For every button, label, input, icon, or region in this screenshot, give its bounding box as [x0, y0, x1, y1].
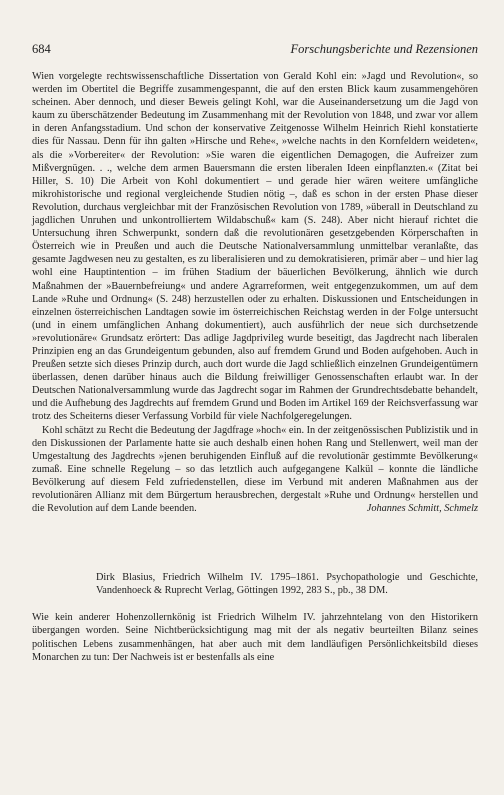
- review-paragraph-2: Kohl schätzt zu Recht die Bedeutung der Jagdfrage »hoch« ein. In der zeitgenössischen Publizistik und in den Diskussionen der Parlamente hatte sie auch deshalb einen hohen Rang und Stellenwert, weil man der Umgestaltung des Jagdrechts »jenen beruhigenden Einfluß auf die revolutionär gestimmte Bevölkerung« zumaß. Eine schnelle Regelung – so das letztlich auch aufgegangene Kalkül – konnte die ländliche Bevölkerung auf diesem Feld zufriedenstellen, diese im Verbund mit anderen Maßnahmen aus der revolutionären Allianz mit dem Bürgertum herausbrechen, dergestalt »Ruhe und Ordnung« herstellen und die Revolution auf dem Lande beenden.: [32, 424, 478, 515]
- running-header: [32, 42, 478, 56]
- review-paragraph-1: Wien vorgelegte rechtswissenschaftliche Dissertation von Gerald Kohl ein: »Jagd und Revolution«, so werden im Obertitel die Begriffe zusammengespannt, die auf den ersten Blick kaum zusammengehören scheinen. Aber dennoch, und dieser Beweis gelingt Kohl, war die Auseinandersetzung um die Jagd von kaum zu überschätzender Bedeutung im Zusammenhang mit der Revolution von 1848, und zwar vor allem in deren Anfangsstadium. Und schon der konservative Zeitgenosse Wilhelm Heinrich Riehl konstatierte dies für Nassau. Denn für ihn galten »Hirsche und Rehe«, »welche nachts in den Kornfeldern weideten«, als die »Vorbereiter« der Revolution: »Sie waren die eigentlichen Demagogen, die Aufreizer zum Mißvergnügen. . ., welche dem armen Bauersmann die ersten liberalen Ideen einpflanzten.« (Zitat bei Hiller, S. 10) Die Arbeit von Kohl dokumentiert – und gerade hier wären weitere umfängliche mikrohistorische und regional vergleichende Studien nötig –, daß es schon in der ersten Phase dieser Revolution, durchaus vergleichbar mit der Französischen Revolution von 1789, »überall in Deutschland zu jagdlichen Unruhen und unkontrolliertem Wildabschuß« kam (S. 248). Aber nicht hierauf richtet die Untersuchung ihren Schwerpunkt, sondern daß die revolutionären gesetzgebenden Körperschaften in Österreich wie in Preußen und auch die Deutsche Nationalversammlung unmittelbar veranlaßte, das gesamte Jagdwesen neu zu gestalten, es zu liberalisieren und zu demokratisieren, primär aber – und hier lag wohl eine Hauptintention – im frühen Stadium der bäuerlichen Bevölkerung, ähnlich wie durch Maßnahmen der »Bauernbefreiung« und andere Agrarreformen, weit entgegenzukommen, um auf dem Lande »Ruhe und Ordnung« (S. 248) herzustellen oder zu erhalten. Diskussionen und Entscheidungen in einzelnen österreichischen Landtagen sowie im österreichischen Reichstag werden in der Folge untersucht (und in einem umfänglichen Anhang dokumentiert), auch ausführlich der neue sich durchsetzende »revolutionäre« Grundsatz erörtert: Das adlige Jagdprivileg wurde beseitigt, das Jagdrecht nach liberalen Prinzipien eng an das Grundeigentum gebunden, also auf fremdem Grund und Boden aufgehoben. Auch in Preußen setzte sich dieses Prinzip durch, auch dort wurde die Jagd schließlich einzelnen Grundeigentümern überlassen, denen darüber hinaus auch die Bildung freiwilliger Genossenschaften erlaubt war. In der Deutschen Nationalversammlung wurde das Jagdrecht sogar im Rahmen der Grundrechtsdebatte behandelt, und die Aufhebung des Jagdrechts auf fremdem Grund und Boden im Artikel 169 der Reichsverfassung war trotz des Scheiterns dieser Verfassung Vorbild für viele Nachfolgeregelungen.: [32, 71, 478, 423]
- book-reference: Dirk Blasius, Friedrich Wilhelm IV. 1795–1861. Psychopathologie und Geschichte, Vandenhoeck & Ruprecht Verlag, Göttingen 1992, 283 S., pb., 38 DM.: [96, 572, 478, 597]
- reviewer-signature: Johannes Schmitt, Schmelz: [366, 503, 478, 515]
- review-body: [32, 70, 478, 515]
- page-number: 684: [32, 42, 51, 56]
- next-review-text: Wie kein anderer Hohenzollernkönig ist Friedrich Wilhelm IV. jahrzehntelang von den Historikern übergangen worden. Seine Nichtberücksichtigung mag mit der als negativ beurteilten Bilanz seines politischen Lebens zusammenhängen, hat aber auch mit dem landläufigen Persönlichkeitsbild dieses Monarchen zu tun: Der Nachweis ist er bestenfalls als eine: [32, 612, 478, 663]
- section-title: Forschungsberichte und Rezensionen: [290, 42, 478, 56]
